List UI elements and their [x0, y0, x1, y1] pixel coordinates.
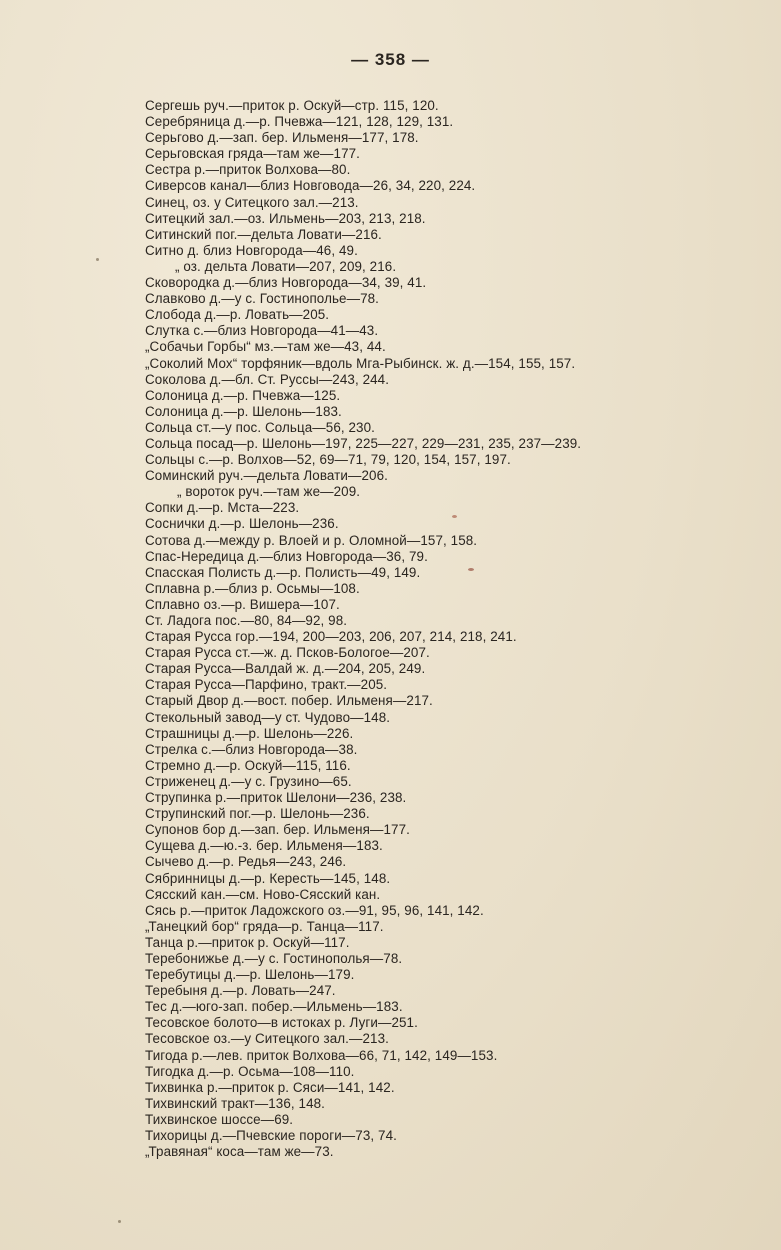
index-entry: „ оз. дельта Ловати—207, 209, 216. — [175, 258, 397, 274]
index-entry: Сплавна р.—близ р. Осьмы—108. — [145, 580, 360, 596]
index-entry: „Травяная“ коса—там же—73. — [145, 1144, 334, 1160]
index-entry: Ситно д. близ Новгорода—46, 49. — [145, 242, 358, 258]
index-entry: Синец, оз. у Ситецкого зал.—213. — [145, 194, 359, 210]
index-entry: Стремно д.—р. Оскуй—115, 116. — [145, 757, 351, 773]
index-entry: Серебряница д.—р. Пчевжа—121, 128, 129, 131. — [145, 114, 454, 130]
index-entry: „ вороток руч.—там же—209. — [177, 484, 361, 500]
index-entry: Соснички д.—р. Шелонь—236. — [145, 516, 339, 532]
index-entry: Стекольный завод—у ст. Чудово—148. — [145, 709, 391, 725]
index-entry: Сопки д.—р. Мста—223. — [145, 500, 300, 516]
index-entry: Сясь р.—приток Ладожского оз.—91, 95, 96, 141, 142. — [145, 902, 484, 918]
index-entry: Стрелка с.—близ Новгорода—38. — [145, 741, 358, 757]
index-entry: „Танецкий бор“ гряда—р. Танца—117. — [145, 918, 384, 934]
index-entry: Сольцы с.—р. Волхов—52, 69—71, 79, 120, 154, 157, 197. — [145, 452, 511, 468]
index-entry: Сущева д.—ю.-з. бер. Ильменя—183. — [145, 838, 383, 854]
index-entry: Теребутицы д.—р. Шелонь—179. — [145, 967, 355, 983]
index-entry: Сольца ст.—у пос. Сольца—56, 230. — [145, 419, 375, 435]
index-entry: Тес д.—юго-зап. побер.—Ильмень—183. — [145, 999, 403, 1015]
index-entry: Соминский руч.—дельта Ловати—206. — [145, 468, 388, 484]
index-entry: Соколова д.—бл. Ст. Руссы—243, 244. — [145, 371, 390, 387]
index-entry: Спас-Нередица д.—близ Новгорода—36, 79. — [145, 548, 428, 564]
index-entry: Славково д.—у с. Гостинополье—78. — [145, 291, 380, 307]
index-entry: Тихорицы д.—Пчевские пороги—73, 74. — [145, 1128, 397, 1143]
index-entry: Тихвинское шоссе—69. — [145, 1111, 294, 1127]
index-entry: Стриженец д.—у с. Грузино—65. — [145, 773, 352, 789]
index-entry: Солоница д.—р. Шелонь—183. — [145, 403, 342, 419]
index-entry: Сотова д.—между р. Влоей и р. Оломной—157, 158. — [145, 532, 478, 548]
index-entry: Теребонижье д.—у с. Гостинополья—78. — [145, 950, 403, 966]
index-entry: Сиверсов канал—близ Новговода—26, 34, 220, 224. — [145, 178, 476, 194]
index-entry: Старый Двор д.—вост. побер. Ильменя—217. — [145, 693, 433, 709]
paper-speck — [452, 515, 457, 518]
index-entry: Солоница д.—р. Пчевжа—125. — [145, 387, 341, 403]
index-entry: Серьгово д.—зап. бер. Ильменя—177, 178. — [145, 130, 419, 146]
index-entry: Танца р.—приток р. Оскуй—117. — [145, 934, 350, 950]
index-entry: Сковородка д.—близ Новгорода—34, 39, 41. — [145, 275, 427, 291]
index-entry: Ситинский пог.—дельта Ловати—216. — [145, 226, 382, 242]
index-entry: Серьговская гряда—там же—177. — [145, 146, 361, 162]
index-entry: Слобода д.—р. Ловать—205. — [145, 307, 330, 323]
page-number: — 358 — — [351, 50, 430, 69]
index-entries — [145, 98, 765, 1160]
index-entry: Старая Русса—Парфино, тракт.—205. — [145, 677, 388, 693]
index-entry: Теребыня д.—р. Ловать—247. — [145, 983, 336, 999]
index-entry: Сергешь руч.—приток р. Оскуй—стр. 115, 120. — [145, 98, 439, 113]
index-entry: Струпинский пог.—р. Шелонь—236. — [145, 806, 370, 822]
index-entry: „Соколий Мох“ торфяник—вдоль Мга-Рыбинск. ж. д.—154, 155, 157. — [145, 355, 576, 371]
index-entry: Тигодка д.—р. Осьма—108—110. — [145, 1063, 355, 1079]
index-entry: Слутка с.—близ Новгорода—41—43. — [145, 323, 379, 339]
index-entry: Старая Русса ст.—ж. д. Псков-Бологое—207. — [145, 645, 430, 661]
index-entry: Сольца посад—р. Шелонь—197, 225—227, 229—231, 235, 237—239. — [145, 435, 582, 451]
index-entry: Тигода р.—лев. приток Волхова—66, 71, 142, 149—153. — [145, 1047, 498, 1063]
index-entry: Старая Русса—Валдай ж. д.—204, 205, 249. — [145, 661, 426, 677]
index-entry: Струпинка р.—приток Шелони—236, 238. — [145, 790, 407, 806]
index-entry: Сычево д.—р. Редья—243, 246. — [145, 854, 347, 870]
paper-speck — [468, 568, 474, 571]
index-entry: Тесовское болото—в истоках р. Луги—251. — [145, 1015, 418, 1031]
index-entry: Старая Русса гор.—194, 200—203, 206, 207, 214, 218, 241. — [145, 629, 517, 645]
paper-speck — [96, 258, 99, 261]
index-entry: Сестра р.—приток Волхова—80. — [145, 162, 351, 178]
index-entry: Сплавно оз.—р. Вишера—107. — [145, 596, 340, 612]
index-entry: Спасская Полисть д.—р. Полисть—49, 149. — [145, 564, 421, 580]
index-entry: „Собачьи Горбы“ мз.—там же—43, 44. — [145, 339, 386, 355]
index-entry: Тесовское оз.—у Ситецкого зал.—213. — [145, 1031, 389, 1047]
index-entry: Тихвинка р.—приток р. Сяси—141, 142. — [145, 1079, 395, 1095]
paper-speck — [118, 1220, 121, 1223]
index-entry: Ст. Ладога пос.—80, 84—92, 98. — [145, 613, 348, 628]
index-entry: Супонов бор д.—зап. бер. Ильменя—177. — [145, 822, 410, 838]
index-entry: Сясский кан.—см. Ново-Сясский кан. — [145, 886, 381, 902]
index-entry: Ситецкий зал.—оз. Ильмень—203, 213, 218. — [145, 210, 426, 226]
index-entry: Страшницы д.—р. Шелонь—226. — [145, 725, 354, 741]
index-entry: Сябринницы д.—р. Кересть—145, 148. — [145, 870, 391, 886]
index-entry: Тихвинский тракт—136, 148. — [145, 1095, 325, 1111]
